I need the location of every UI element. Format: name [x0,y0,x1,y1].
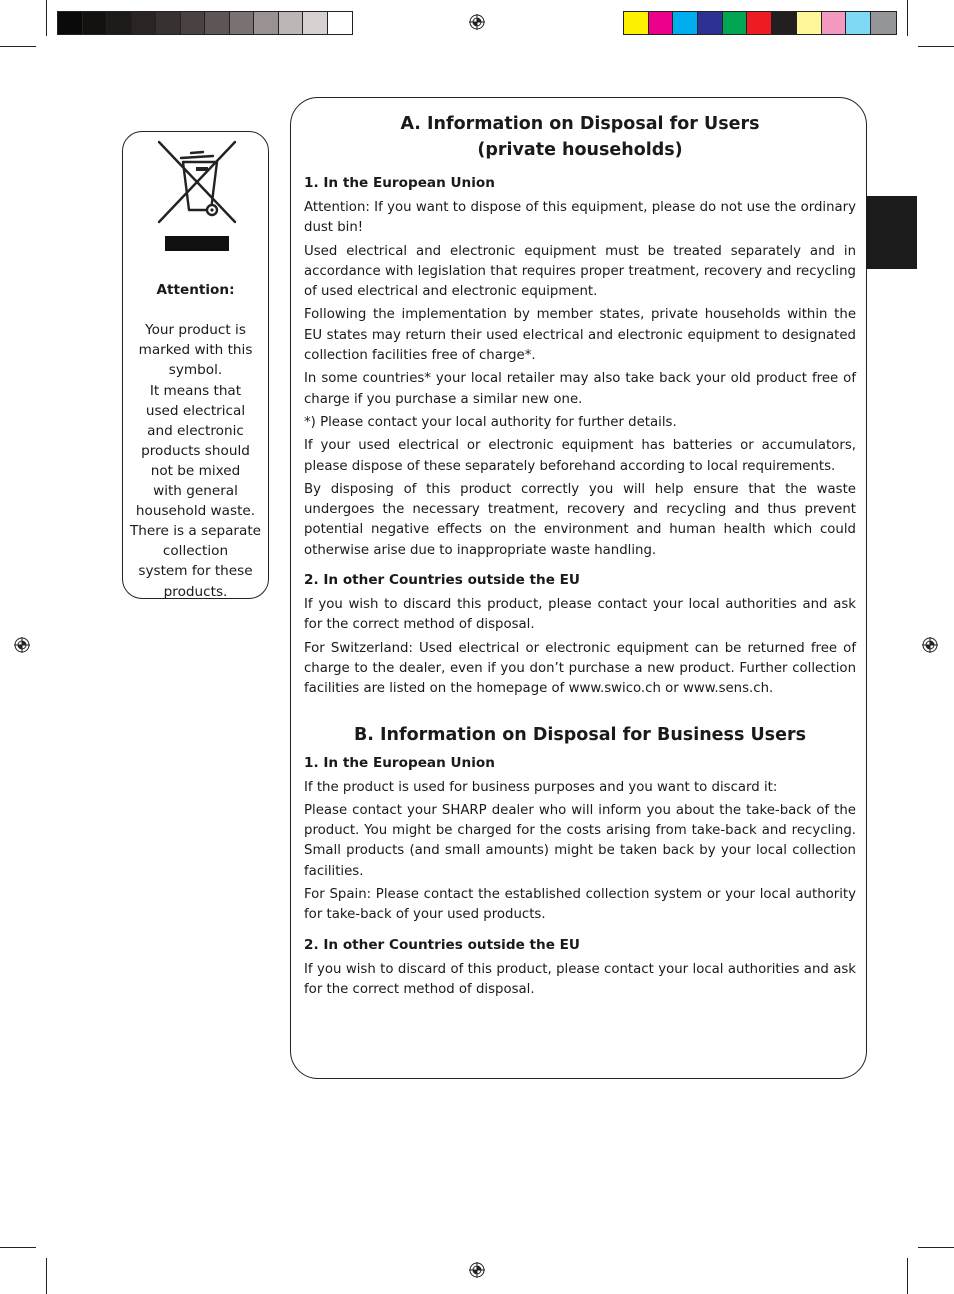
crop-mark [918,46,954,47]
color-swatch [181,12,206,34]
paragraph: If the product is used for business purposes and you want to discard it: [304,779,778,795]
color-swatch [279,12,304,34]
section-a-other-heading: 2. In other Countries outside the EU [304,572,580,589]
paragraph: In some countries* your local retailer may also take back your old product free of charge if you purchase a similar new one. [304,371,856,407]
paragraph: *) Please contact your local authority for further details. [304,414,677,430]
color-swatch [747,12,772,34]
attention-box [122,131,269,599]
process-color-bar [623,11,897,35]
paragraph: By disposing of this product correctly you will help ensure that the waste undergoes the necessary treatment, recovery and recycling and thus prevent potential negative effects on the environment and human health which could otherwise arise due to inappropriate waste handling. [304,481,856,558]
color-swatch [822,12,847,34]
color-swatch [871,12,896,34]
crop-mark [46,1258,47,1294]
paragraph: If you wish to discard this product, please contact your local authorities and ask for the correct method of disposal. [304,597,856,633]
grayscale-color-bar [57,11,353,35]
color-swatch [698,12,723,34]
color-swatch [797,12,822,34]
color-swatch [303,12,328,34]
section-a-eu-heading: 1. In the European Union [304,175,495,191]
paragraph: If your used electrical or electronic equipment has batteries or accumulators, please dispose of these separately beforehand according to local requirements. [304,438,856,474]
registration-mark-icon [469,14,485,30]
paragraph: If you wish to discard of this product, please contact your local authorities and ask for the correct method of disposal. [304,961,856,997]
paragraph: For Spain: Please contact the established collection system or your local authority for take-back of your used products. [304,887,856,923]
paragraph: Following the implementation by member states, private households within the EU states may return their used electrical and electronic equipment to designated collection facilities free of charge*. [304,307,856,364]
color-swatch [107,12,132,34]
color-swatch [58,12,83,34]
weee-underline-bar [165,236,229,251]
section-b-other-heading: 2. In other Countries outside the EU [304,936,580,953]
color-swatch [132,12,157,34]
color-swatch [649,12,674,34]
color-swatch [230,12,255,34]
color-swatch [205,12,230,34]
crop-mark [907,0,908,36]
crop-mark [0,1247,36,1248]
attention-body: Your product is marked with this symbol. It means that used electrical and electronic products should not be mixed with general household waste. There is a separate collection system for these products. [129,322,262,600]
registration-mark-icon [469,1262,485,1278]
section-b-eu-heading: 1. In the European Union [304,754,495,771]
paragraph: Please contact your SHARP dealer who will inform you about the take-back of the product. You might be charged for the costs arising from take-back and recycling. Small products (and small amounts) might be taken back by your local collection facilities. [304,802,856,879]
color-swatch [83,12,108,34]
crop-mark [918,1247,954,1248]
color-swatch [723,12,748,34]
section-a-title-line1: A. Information on Disposal for Users [400,114,760,134]
paragraph: Attention: If you want to dispose of this equipment, please do not use the ordinary dust bin! [304,200,856,236]
disposal-info-content [304,111,856,1003]
color-swatch [328,12,353,34]
color-swatch [772,12,797,34]
color-swatch [624,12,649,34]
color-swatch [846,12,871,34]
paragraph: For Switzerland: Used electrical or electronic equipment can be returned free of charge to the dealer, even if you don’t purchase a new product. Further collection facilities are listed on the homepage of www.swico.ch or www.sens.ch. [304,640,856,697]
section-b-title: B. Information on Disposal for Business Users [353,724,807,745]
color-swatch [254,12,279,34]
color-swatch [156,12,181,34]
paragraph: Used electrical and electronic equipment must be treated separately and in accordance with legislation that requires proper treatment, recovery and recycling of used electrical and electronic equipment. [304,243,856,300]
section-a-title-line2: (private households) [477,140,683,160]
color-swatch [673,12,698,34]
crossed-out-wheeled-bin-icon [153,138,241,226]
registration-mark-icon [14,637,30,653]
page-tab [866,196,917,269]
crop-mark [46,0,47,36]
attention-title: Attention: [156,282,235,299]
registration-mark-icon [922,637,938,653]
crop-mark [0,46,36,47]
crop-mark [907,1258,908,1294]
